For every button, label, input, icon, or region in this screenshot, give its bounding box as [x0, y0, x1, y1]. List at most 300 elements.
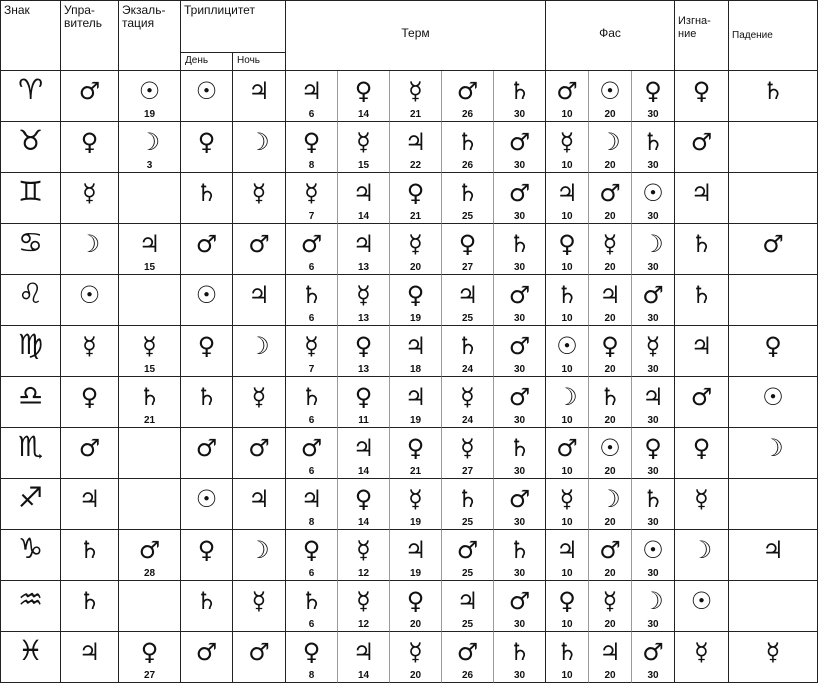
venus-icon: ♀	[558, 230, 576, 258]
face-cell	[632, 479, 675, 530]
degree-label: 20	[604, 313, 616, 324]
ruler-cell	[61, 326, 119, 377]
saturn-icon: ♄	[138, 383, 161, 411]
exaltation-cell	[119, 581, 181, 632]
venus-icon: ♀	[140, 638, 159, 666]
mercury-icon: ☿	[602, 230, 618, 258]
degree-label: 30	[647, 364, 659, 375]
degree-label: 30	[647, 211, 659, 222]
mars-icon: ♂	[195, 434, 218, 462]
term-cell	[442, 173, 494, 224]
mercury-icon: ☿	[251, 179, 267, 207]
term-cell	[442, 632, 494, 683]
moon-icon: ☽	[248, 128, 270, 156]
sun-icon: ☉	[599, 434, 621, 462]
degree-label: 27	[461, 466, 474, 477]
degree-label: 20	[604, 415, 616, 426]
venus-icon: ♀	[558, 587, 576, 615]
degree-label: 20	[604, 262, 616, 273]
degree-label: 25	[461, 619, 474, 630]
degree-label: 6	[308, 466, 315, 477]
face-cell	[546, 632, 589, 683]
sun-icon: ☉	[78, 281, 101, 309]
moon-icon: ☽	[248, 536, 270, 564]
jupiter-icon: ♃	[556, 179, 578, 207]
term-cell	[338, 326, 390, 377]
mars-icon: ♂	[195, 638, 218, 666]
face-cell	[632, 581, 675, 632]
cancer-icon: ♋	[17, 226, 44, 259]
detriment-cell	[675, 377, 729, 428]
term-cell	[286, 122, 338, 173]
degree-label: 30	[513, 568, 526, 579]
triplicity-night-cell	[233, 428, 286, 479]
mars-icon: ♂	[195, 230, 218, 258]
mars-icon: ♂	[508, 281, 531, 309]
degree-label: 28	[143, 568, 156, 579]
sun-icon: ☉	[690, 587, 713, 615]
sun-icon: ☉	[195, 77, 218, 105]
degree-label: 20	[604, 160, 616, 171]
saturn-icon: ♄	[508, 230, 531, 258]
detriment-cell	[675, 530, 729, 581]
term-cell	[390, 224, 442, 275]
term-cell	[442, 479, 494, 530]
degree-label: 7	[308, 211, 315, 222]
triplicity-night-cell	[233, 632, 286, 683]
term-cell	[494, 326, 546, 377]
degree-label: 25	[461, 313, 474, 324]
term-cell	[390, 632, 442, 683]
fall-cell	[729, 377, 818, 428]
face-cell	[632, 122, 675, 173]
degree-label: 22	[409, 160, 422, 171]
degree-label: 21	[409, 109, 422, 120]
sun-icon: ☉	[642, 536, 664, 564]
detriment-cell	[675, 71, 729, 122]
degree-label: 6	[308, 262, 315, 273]
term-cell	[494, 530, 546, 581]
face-cell	[632, 275, 675, 326]
saturn-icon: ♄	[300, 587, 323, 615]
term-cell	[390, 530, 442, 581]
face-cell	[589, 122, 632, 173]
venus-icon: ♀	[406, 179, 425, 207]
exaltation-cell	[119, 224, 181, 275]
degree-label: 14	[357, 517, 370, 528]
face-cell	[546, 275, 589, 326]
venus-icon: ♀	[406, 281, 425, 309]
venus-icon: ♀	[458, 230, 477, 258]
degree-label: 30	[647, 109, 659, 120]
face-cell	[632, 71, 675, 122]
mercury-icon: ☿	[251, 587, 267, 615]
term-cell	[338, 173, 390, 224]
degree-label: 20	[604, 211, 616, 222]
term-cell	[442, 71, 494, 122]
degree-label: 30	[513, 670, 526, 681]
mercury-icon: ☿	[559, 128, 575, 156]
term-cell	[442, 581, 494, 632]
degree-label: 8	[308, 160, 315, 171]
sun-icon: ☉	[762, 383, 784, 411]
mercury-icon: ☿	[251, 383, 267, 411]
term-cell	[390, 275, 442, 326]
mars-icon: ♂	[508, 128, 531, 156]
degree-label: 30	[513, 262, 526, 273]
degree-label: 6	[308, 109, 315, 120]
jupiter-icon: ♃	[352, 638, 375, 666]
term-cell	[338, 275, 390, 326]
term-cell	[494, 122, 546, 173]
sign-cell	[1, 428, 61, 479]
degree-label: 30	[647, 517, 659, 528]
detriment-cell	[675, 275, 729, 326]
term-cell	[286, 428, 338, 479]
degree-label: 27	[461, 262, 474, 273]
degree-label: 10	[561, 415, 573, 426]
mercury-icon: ☿	[304, 179, 319, 207]
detriment-cell	[675, 122, 729, 173]
mars-icon: ♂	[248, 230, 270, 258]
mercury-icon: ☿	[694, 485, 709, 513]
fall-cell	[729, 173, 818, 224]
venus-icon: ♀	[197, 536, 216, 564]
degree-label: 25	[461, 517, 474, 528]
face-cell	[546, 71, 589, 122]
face-cell	[546, 122, 589, 173]
degree-label: 6	[308, 619, 315, 630]
mercury-icon: ☿	[460, 383, 475, 411]
term-cell	[442, 428, 494, 479]
degree-label: 3	[146, 160, 153, 171]
fall-cell	[729, 122, 818, 173]
degree-label: 30	[513, 109, 526, 120]
mars-icon: ♂	[300, 230, 323, 258]
sign-cell	[1, 632, 61, 683]
exaltation-cell	[119, 71, 181, 122]
fall-cell	[729, 326, 818, 377]
capricorn-icon: ♑	[17, 532, 44, 565]
mars-icon: ♂	[78, 434, 101, 462]
sun-icon: ☉	[195, 485, 218, 513]
triplicity-day-cell	[181, 428, 233, 479]
detriment-cell	[675, 581, 729, 632]
exaltation-cell	[119, 122, 181, 173]
sign-cell	[1, 581, 61, 632]
mars-icon: ♂	[642, 638, 664, 666]
saturn-icon: ♄	[508, 434, 531, 462]
triplicity-day-cell	[181, 71, 233, 122]
triplicity-night-cell	[233, 71, 286, 122]
header-triplicity-night: Ночь	[233, 53, 286, 71]
venus-icon: ♀	[601, 332, 619, 360]
saturn-icon: ♄	[456, 128, 479, 156]
saturn-icon: ♄	[300, 281, 323, 309]
sign-cell	[1, 479, 61, 530]
mars-icon: ♂	[248, 638, 270, 666]
mars-icon: ♂	[456, 536, 479, 564]
mercury-icon: ☿	[408, 485, 423, 513]
mars-icon: ♂	[138, 536, 161, 564]
degree-label: 8	[308, 670, 315, 681]
exaltation-cell	[119, 173, 181, 224]
triplicity-night-cell	[233, 530, 286, 581]
sign-cell	[1, 377, 61, 428]
mars-icon: ♂	[599, 179, 621, 207]
moon-icon: ☽	[690, 536, 713, 564]
degree-label: 24	[461, 415, 474, 426]
jupiter-icon: ♃	[404, 332, 427, 360]
face-cell	[546, 173, 589, 224]
scorpio-icon: ♏	[17, 430, 44, 463]
moon-icon: ☽	[762, 434, 784, 462]
saturn-icon: ♄	[300, 383, 323, 411]
venus-icon: ♀	[406, 587, 425, 615]
mercury-icon: ☿	[356, 128, 371, 156]
term-cell	[286, 530, 338, 581]
mars-icon: ♂	[690, 383, 713, 411]
degree-label: 19	[409, 313, 422, 324]
term-cell	[494, 224, 546, 275]
term-cell	[494, 173, 546, 224]
degree-label: 30	[647, 160, 659, 171]
term-cell	[494, 479, 546, 530]
sun-icon: ☉	[599, 77, 621, 105]
mercury-icon: ☿	[559, 485, 575, 513]
face-cell	[632, 530, 675, 581]
term-cell	[494, 377, 546, 428]
degree-label: 15	[357, 160, 370, 171]
saturn-icon: ♄	[195, 587, 218, 615]
exaltation-cell	[119, 530, 181, 581]
mercury-icon: ☿	[142, 332, 157, 360]
aries-icon: ♈	[17, 73, 44, 106]
term-cell	[494, 632, 546, 683]
face-cell	[632, 173, 675, 224]
degree-label: 10	[561, 364, 573, 375]
degree-label: 21	[409, 466, 422, 477]
face-cell	[589, 428, 632, 479]
degree-label: 30	[647, 466, 659, 477]
triplicity-night-cell	[233, 173, 286, 224]
jupiter-icon: ♃	[456, 281, 479, 309]
degree-label: 24	[461, 364, 474, 375]
jupiter-icon: ♃	[352, 230, 375, 258]
face-cell	[589, 377, 632, 428]
mars-icon: ♂	[78, 77, 101, 105]
jupiter-icon: ♃	[456, 587, 479, 615]
triplicity-day-cell	[181, 377, 233, 428]
degree-label: 15	[143, 262, 156, 273]
header-triplicity-day: День	[181, 53, 233, 71]
degree-label: 10	[561, 109, 573, 120]
face-cell	[589, 275, 632, 326]
degree-label: 19	[409, 517, 422, 528]
venus-icon: ♀	[644, 434, 662, 462]
term-cell	[286, 326, 338, 377]
fall-cell	[729, 275, 818, 326]
exaltation-cell	[119, 275, 181, 326]
face-cell	[589, 224, 632, 275]
degree-label: 10	[561, 670, 573, 681]
moon-icon: ☽	[642, 230, 664, 258]
exaltation-cell	[119, 428, 181, 479]
degree-label: 10	[561, 568, 573, 579]
term-cell	[390, 326, 442, 377]
moon-icon: ☽	[248, 332, 270, 360]
sign-cell	[1, 71, 61, 122]
mars-icon: ♂	[508, 485, 531, 513]
face-cell	[632, 326, 675, 377]
header-fall: Падение	[729, 1, 818, 71]
sign-cell	[1, 173, 61, 224]
venus-icon: ♀	[80, 128, 99, 156]
triplicity-day-cell	[181, 530, 233, 581]
venus-icon: ♀	[644, 77, 662, 105]
term-cell	[338, 479, 390, 530]
mars-icon: ♂	[508, 587, 531, 615]
degree-label: 30	[647, 568, 659, 579]
detriment-cell	[675, 479, 729, 530]
triplicity-day-cell	[181, 326, 233, 377]
face-cell	[546, 428, 589, 479]
exaltation-cell	[119, 632, 181, 683]
jupiter-icon: ♃	[78, 485, 101, 513]
term-cell	[390, 581, 442, 632]
saturn-icon: ♄	[78, 587, 101, 615]
degree-label: 6	[308, 568, 315, 579]
jupiter-icon: ♃	[300, 77, 323, 105]
degree-label: 20	[409, 262, 422, 273]
mars-icon: ♂	[300, 434, 323, 462]
venus-icon: ♀	[80, 383, 99, 411]
venus-icon: ♀	[197, 128, 216, 156]
mercury-icon: ☿	[356, 536, 371, 564]
moon-icon: ☽	[78, 230, 101, 258]
degree-label: 14	[357, 466, 370, 477]
term-cell	[390, 479, 442, 530]
degree-label: 30	[647, 313, 659, 324]
moon-icon: ☽	[556, 383, 578, 411]
detriment-cell	[675, 428, 729, 479]
saturn-icon: ♄	[556, 281, 578, 309]
detriment-cell	[675, 224, 729, 275]
taurus-icon: ♉	[17, 124, 44, 157]
jupiter-icon: ♃	[300, 485, 323, 513]
saturn-icon: ♄	[642, 485, 664, 513]
face-cell	[632, 632, 675, 683]
mars-icon: ♂	[248, 434, 270, 462]
ruler-cell	[61, 224, 119, 275]
degree-label: 19	[143, 109, 156, 120]
fall-cell	[729, 530, 818, 581]
header-ruler: Упра- витель	[61, 1, 119, 71]
mercury-icon: ☿	[408, 638, 423, 666]
term-cell	[390, 122, 442, 173]
fall-cell	[729, 428, 818, 479]
degree-label: 20	[409, 619, 422, 630]
mercury-icon: ☿	[460, 434, 475, 462]
face-cell	[589, 581, 632, 632]
term-cell	[338, 428, 390, 479]
term-cell	[286, 224, 338, 275]
jupiter-icon: ♃	[404, 128, 427, 156]
triplicity-day-cell	[181, 275, 233, 326]
fall-cell	[729, 224, 818, 275]
sign-cell	[1, 122, 61, 173]
moon-icon: ☽	[599, 128, 621, 156]
degree-label: 14	[357, 670, 370, 681]
mars-icon: ♂	[690, 128, 713, 156]
term-cell	[286, 632, 338, 683]
degree-label: 19	[409, 415, 422, 426]
venus-icon: ♀	[354, 485, 373, 513]
virgo-icon: ♍	[17, 328, 44, 361]
term-cell	[390, 173, 442, 224]
degree-label: 25	[461, 568, 474, 579]
degree-label: 10	[561, 466, 573, 477]
mercury-icon: ☿	[304, 332, 319, 360]
exaltation-cell	[119, 326, 181, 377]
ruler-cell	[61, 632, 119, 683]
term-cell	[442, 224, 494, 275]
triplicity-day-cell	[181, 632, 233, 683]
face-cell	[546, 530, 589, 581]
saturn-icon: ♄	[599, 383, 621, 411]
face-cell	[589, 326, 632, 377]
degree-label: 14	[357, 211, 370, 222]
mars-icon: ♂	[642, 281, 664, 309]
term-cell	[494, 581, 546, 632]
degree-label: 30	[513, 619, 526, 630]
degree-label: 13	[357, 364, 370, 375]
triplicity-night-cell	[233, 377, 286, 428]
triplicity-day-cell	[181, 224, 233, 275]
degree-label: 30	[513, 211, 526, 222]
triplicity-day-cell	[181, 173, 233, 224]
term-cell	[338, 377, 390, 428]
degree-label: 20	[604, 517, 616, 528]
degree-label: 12	[357, 619, 370, 630]
saturn-icon: ♄	[762, 77, 784, 105]
jupiter-icon: ♃	[248, 281, 270, 309]
sign-cell	[1, 530, 61, 581]
face-cell	[589, 71, 632, 122]
degree-label: 20	[604, 364, 616, 375]
jupiter-icon: ♃	[404, 383, 427, 411]
degree-label: 20	[604, 466, 616, 477]
saturn-icon: ♄	[456, 179, 479, 207]
ruler-cell	[61, 275, 119, 326]
ruler-cell	[61, 122, 119, 173]
degree-label: 30	[647, 619, 659, 630]
ruler-cell	[61, 428, 119, 479]
mars-icon: ♂	[456, 77, 479, 105]
degree-label: 19	[409, 568, 422, 579]
jupiter-icon: ♃	[762, 536, 784, 564]
degree-label: 14	[357, 109, 370, 120]
mercury-icon: ☿	[602, 587, 618, 615]
degree-label: 8	[308, 517, 315, 528]
saturn-icon: ♄	[456, 485, 479, 513]
saturn-icon: ♄	[642, 128, 664, 156]
term-cell	[338, 224, 390, 275]
saturn-icon: ♄	[195, 383, 218, 411]
moon-icon: ☽	[599, 485, 621, 513]
term-cell	[390, 71, 442, 122]
fall-cell	[729, 71, 818, 122]
